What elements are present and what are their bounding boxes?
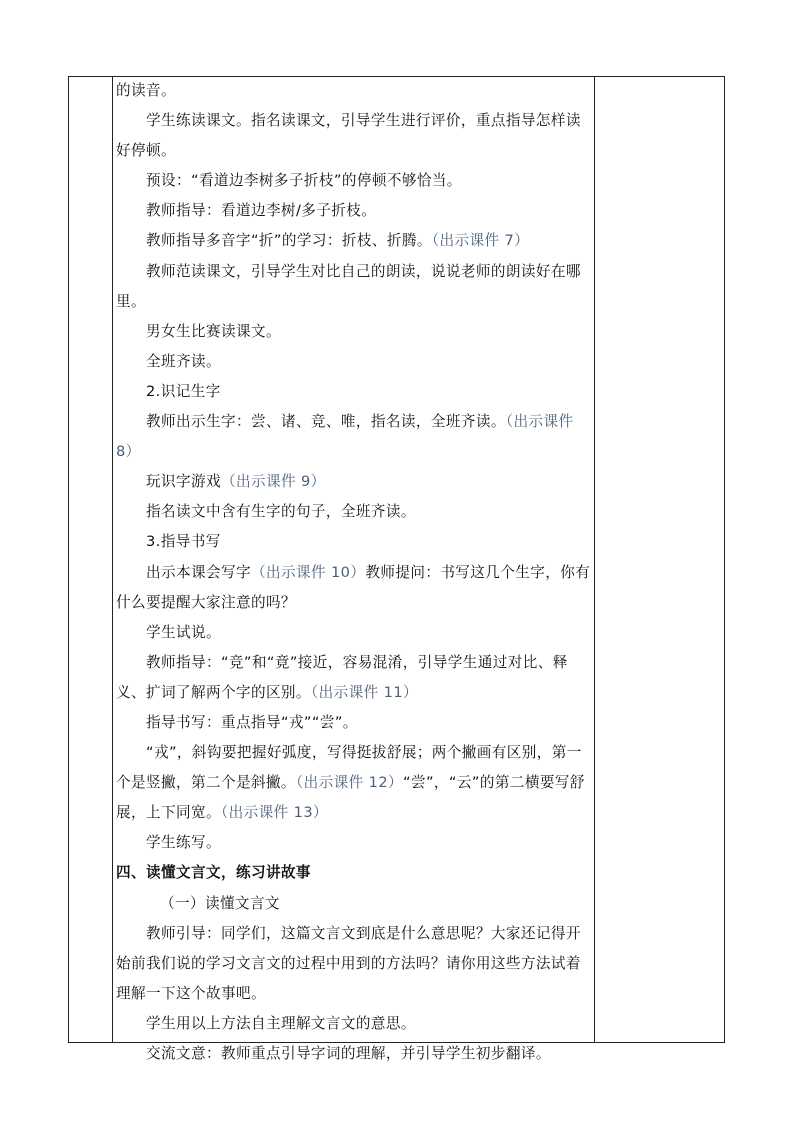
- paragraph: 教师引导：同学们，这篇文言文到底是什么意思呢？大家还记得开始前我们说的学习文言文的过程中用到的方法吗？请你用这些方法试着理解一下这个故事吧。: [116, 924, 581, 1002]
- courseware-ref: （出示课件 10）: [250, 563, 366, 581]
- courseware-ref: （出示课件 9）: [220, 473, 326, 491]
- courseware-ref: （出示课件 12）: [295, 774, 404, 792]
- paragraph: [116, 226, 592, 256]
- paragraph-text: 玩识字游戏: [146, 473, 221, 491]
- paragraph: 学生练写。: [146, 834, 221, 852]
- paragraph: 预设：“看道边李树多子折枝”的停顿不够恰当。: [146, 172, 462, 190]
- paragraph-text: 教师提问：书写这几个生字，你有什么要提醒大家注意的吗？: [116, 563, 591, 611]
- paragraph: 教师指导：看道边李树/多子折枝。: [146, 202, 377, 220]
- paragraph: [116, 738, 592, 828]
- paragraph-text: 教师指导多音字“折”的学习：折枝、折腾。: [146, 232, 432, 250]
- courseware-ref: （出示课件 8）: [116, 413, 574, 461]
- section-subtitle: 3.指导书写: [146, 533, 221, 551]
- left-column: [69, 77, 113, 1042]
- paragraph: 的读音。: [116, 82, 176, 99]
- courseware-ref: （出示课件 13）: [220, 804, 329, 822]
- paragraph: 学生练读课文。指名读课文，引导学生进行评价，重点指导怎样读好停顿。: [116, 112, 581, 160]
- paragraph: [116, 648, 592, 708]
- paragraph: 男女生比赛读课文。: [146, 322, 281, 340]
- paragraph: [116, 407, 592, 467]
- paragraph-text: 出示本课会写字: [146, 563, 251, 581]
- paragraph-text: 教师出示生字：尝、诸、竞、唯，指名读，全班齐读。: [146, 413, 506, 431]
- paragraph: 学生试说。: [146, 623, 221, 641]
- paragraph: 教师范读课文，引导学生对比自己的朗读，说说老师的朗读好在哪里。: [116, 262, 581, 310]
- paragraph: 全班齐读。: [146, 352, 221, 370]
- paragraph: 指导书写：重点指导“戎”“尝”。: [146, 713, 358, 731]
- section-heading: 四、读懂文言文，练习讲故事: [116, 864, 311, 882]
- paragraph-text: “尝”，“云”的第二横要写舒展，上下同宽。: [116, 774, 585, 822]
- subsection-title: （一）读懂文言文: [160, 894, 280, 912]
- courseware-ref: （出示课件 11）: [310, 683, 418, 701]
- paragraph-text: 教师指导：“竞”和“竟”接近，容易混淆，引导学生通过对比、释义、扩词了解两个字的区别。: [116, 653, 568, 701]
- section-subtitle: 2.识记生字: [146, 382, 221, 400]
- paragraph: [116, 467, 592, 497]
- lesson-content: [116, 76, 592, 1069]
- paragraph: 学生用以上方法自主理解文言文的意思。: [146, 1014, 416, 1032]
- paragraph-text: “戎”，斜钩要把握好弧度，写得挺拔舒展；两个撇画有区别，第一个是竖撇，第二个是斜撇。: [116, 744, 582, 792]
- courseware-ref: （出示课件 7）: [431, 232, 530, 250]
- paragraph: 交流文意：教师重点引导字词的理解，并引导学生初步翻译。: [146, 1045, 551, 1062]
- paragraph: [116, 558, 592, 618]
- right-column: [594, 77, 724, 1042]
- paragraph: 指名读文中含有生字的句子，全班齐读。: [146, 503, 416, 521]
